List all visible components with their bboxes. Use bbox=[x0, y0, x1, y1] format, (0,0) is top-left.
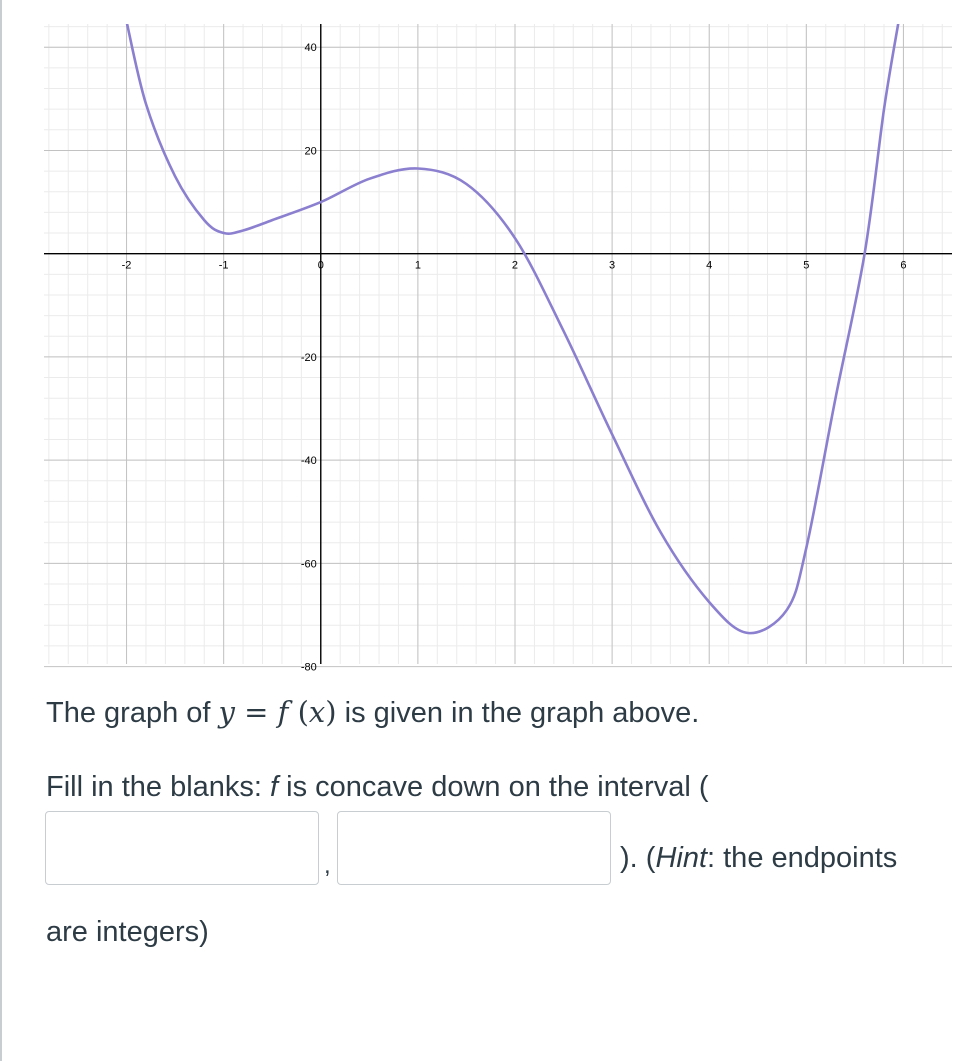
interval-left-endpoint-input[interactable] bbox=[45, 811, 319, 885]
math-paren-close: ) bbox=[325, 695, 337, 729]
math-equals: = bbox=[234, 695, 278, 729]
math-f: f bbox=[277, 695, 289, 729]
math-y: y bbox=[218, 695, 235, 729]
math-paren-open: ( bbox=[288, 695, 309, 729]
question-line-4: are integers) bbox=[46, 916, 209, 948]
instruction-suffix: is concave down on the interval ( bbox=[278, 771, 709, 803]
function-graph bbox=[44, 24, 952, 674]
x-tick-label: 1 bbox=[414, 259, 421, 272]
x-tick-label: 5 bbox=[803, 259, 810, 272]
hint-body: : the endpoints bbox=[707, 842, 898, 874]
math-expression bbox=[219, 695, 337, 729]
y-tick-label: 20 bbox=[304, 145, 317, 158]
interval-comma: , bbox=[324, 852, 331, 879]
x-tick-label: 4 bbox=[706, 259, 713, 272]
y-tick-label: -80 bbox=[300, 661, 317, 674]
math-x: x bbox=[308, 695, 326, 729]
y-tick-label: -20 bbox=[300, 351, 317, 364]
interval-close: ). ( bbox=[620, 842, 656, 874]
hint-text bbox=[620, 840, 897, 876]
question-text-suffix: is given in the graph above. bbox=[336, 697, 700, 729]
x-tick-label: 2 bbox=[511, 259, 519, 272]
y-tick-label: 40 bbox=[304, 42, 317, 55]
question-line-1 bbox=[46, 694, 699, 731]
x-tick-label: -2 bbox=[121, 259, 132, 272]
question-text-prefix: The graph of bbox=[46, 697, 219, 729]
x-tick-label: -1 bbox=[218, 259, 229, 272]
instruction-prefix: Fill in the blanks: bbox=[46, 771, 271, 803]
y-tick-label: -40 bbox=[300, 455, 317, 468]
x-tick-label: 0 bbox=[317, 259, 324, 272]
y-tick-label: -60 bbox=[300, 558, 317, 571]
question-line-2 bbox=[46, 769, 709, 805]
instruction-f: f bbox=[270, 771, 279, 803]
interval-right-endpoint-input[interactable] bbox=[337, 811, 611, 885]
function-curve bbox=[127, 21, 899, 633]
page-left-border bbox=[0, 0, 2, 1061]
hint-label: Hint bbox=[655, 842, 708, 874]
x-tick-label: 6 bbox=[900, 259, 907, 272]
x-tick-label: 3 bbox=[609, 259, 616, 272]
